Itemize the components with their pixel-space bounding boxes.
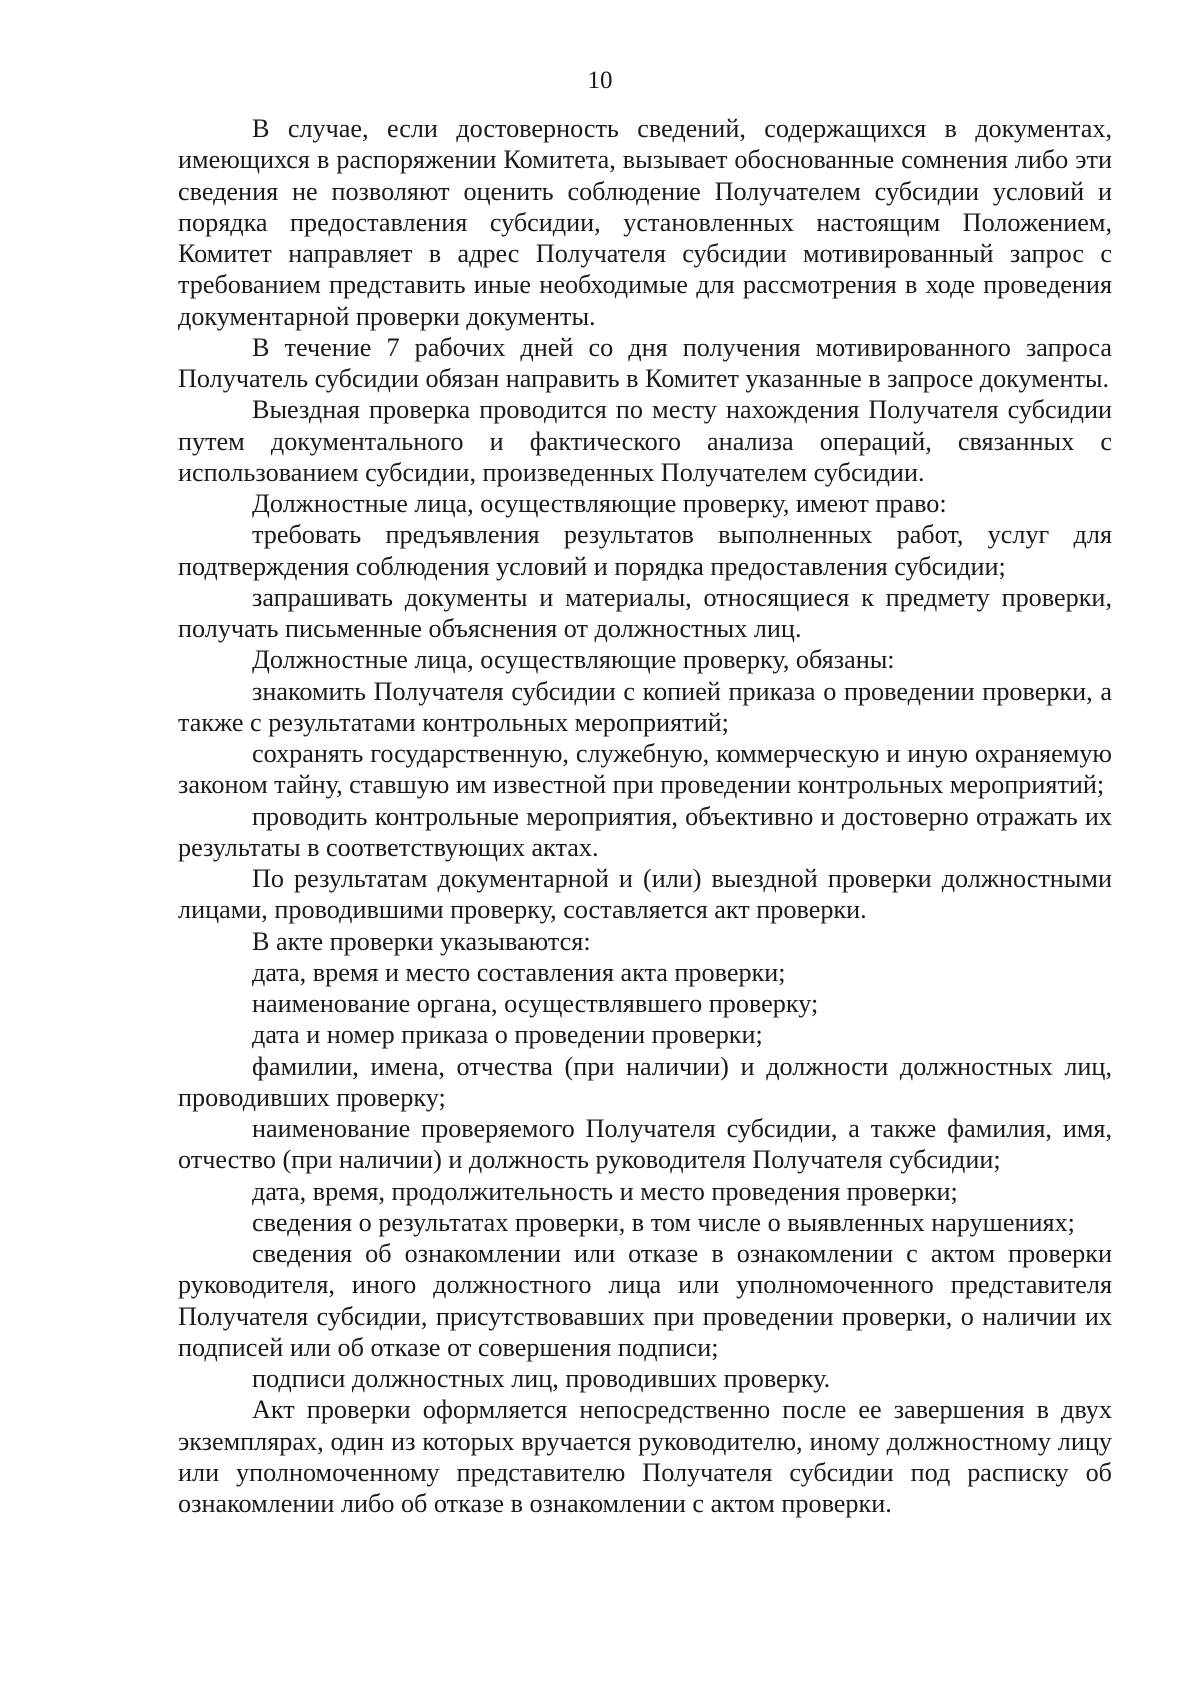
paragraph: В течение 7 рабочих дней со дня получения мотивированного запроса Получатель субсидии обязан направить в Комитет указанные в запросе документы. <box>178 332 1112 393</box>
paragraph: подписи должностных лиц, проводивших проверку. <box>252 1364 831 1393</box>
page-number: 10 <box>587 67 613 94</box>
paragraph: фамилии, имена, отчества (при наличии) и должности должностных лиц, проводивших проверку; <box>178 1051 1112 1112</box>
paragraph: дата, время и место составления акта проверки; <box>252 957 786 987</box>
paragraph: наименование проверяемого Получателя субсидии, а также фамилия, имя, отчество (при наличии) и должность руководителя Получателя субсидии; <box>178 1114 1112 1175</box>
paragraph: запрашивать документы и материалы, относящиеся к предмету проверки, получать письменные объяснения от должностных лиц. <box>178 582 1112 643</box>
paragraph: дата и номер приказа о проведении проверки; <box>252 1020 763 1050</box>
paragraph: сведения о результатах проверки, в том числе о выявленных нарушениях; <box>252 1207 1075 1237</box>
document-body <box>178 113 1112 1519</box>
paragraph: По результатам документарной и (или) выездной проверки должностными лицами, проводившими проверку, составляется акт проверки. <box>178 864 1112 925</box>
paragraph: Акт проверки оформляется непосредственно после ее завершения в двух экземплярах, один из которых вручается руководителю, иному должностному лицу или уполномоченному представителю Получателя субсидии под расписку об ознакомлении либо об отказе в ознакомлении с актом проверки. <box>178 1395 1112 1518</box>
paragraph: сведения об ознакомлении или отказе в ознакомлении с актом проверки руководителя, иного должностного лица или уполномоченного представителя Получателя субсидии, присутствовавших при проведении проверки, о наличии их подписей или об отказе от совершения подписи; <box>178 1239 1112 1362</box>
paragraph: проводить контрольные мероприятия, объективно и достоверно отражать их результаты в соответствующих актах. <box>178 801 1112 862</box>
paragraph: требовать предъявления результатов выполненных работ, услуг для подтверждения соблюдения условий и порядка предоставления субсидии; <box>178 520 1112 581</box>
paragraph: Должностные лица, осуществляющие проверку, обязаны: <box>252 645 895 675</box>
paragraph: сохранять государственную, служебную, коммерческую и иную охраняемую законом тайну, ставшую им известной при проведении контрольных мероприятий; <box>178 739 1112 800</box>
paragraph: наименование органа, осуществлявшего проверку; <box>252 989 819 1018</box>
paragraph: В акте проверки указываются: <box>252 926 591 956</box>
paragraph: Должностные лица, осуществляющие проверку, имеют право: <box>252 489 947 518</box>
paragraph: В случае, если достоверность сведений, содержащихся в документах, имеющихся в распоряжении Комитета, вызывает обоснованные сомнения либо эти сведения не позволяют оценить соблюдение Получателем субсидии условий и порядка предоставления субсидии, установленных настоящим Положением, Комитет направляет в адрес Получателя субсидии мотивированный запрос с требованием представить иные необходимые для рассмотрения в ходе проведения документарной проверки документы. <box>178 114 1112 331</box>
paragraph: дата, время, продолжительность и место проведения проверки; <box>252 1176 958 1206</box>
paragraph: знакомить Получателя субсидии с копией приказа о проведении проверки, а также с результатами контрольных мероприятий; <box>178 676 1112 737</box>
paragraph: Выездная проверка проводится по месту нахождения Получателя субсидии путем документального и фактического анализа операций, связанных с использованием субсидии, произведенных Получателем субсидии. <box>178 395 1112 487</box>
